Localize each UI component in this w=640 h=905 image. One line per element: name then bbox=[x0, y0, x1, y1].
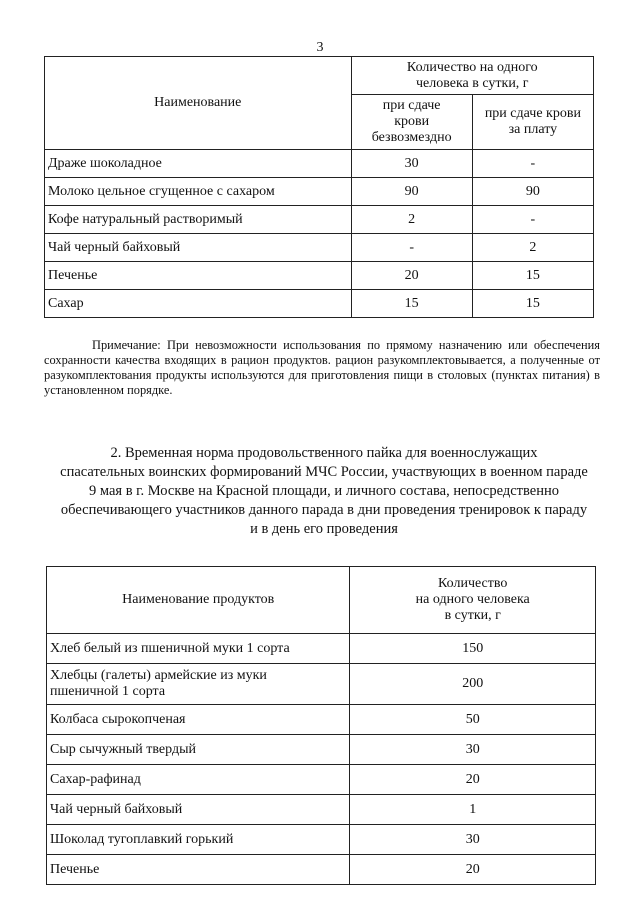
table-row bbox=[47, 735, 596, 765]
quantity-value: 50 bbox=[350, 705, 596, 735]
quantity-value: 30 bbox=[350, 825, 596, 855]
free-value: 30 bbox=[351, 150, 472, 178]
column-header-free-donation: при сдаче крови безвозмездно bbox=[351, 95, 472, 150]
product-name: Сахар bbox=[45, 290, 352, 318]
table-row bbox=[45, 206, 594, 234]
table-row bbox=[47, 855, 596, 885]
product-name: Шоколад тугоплавкий горький bbox=[47, 825, 350, 855]
free-value: 20 bbox=[351, 262, 472, 290]
table-row bbox=[45, 290, 594, 318]
product-name: Сыр сычужный твердый bbox=[47, 735, 350, 765]
product-name: Молоко цельное сгущенное с сахаром bbox=[45, 178, 352, 206]
blood-donor-ration-table bbox=[44, 56, 594, 318]
section-title: 2. Временная норма продовольственного пайка для военнослужащих спасательных воинских формирований МЧС России, участвующих в военном параде 9 мая в г. Москве на Красной площади, и личного состава, непосредственно обеспечивающего участников данного парада в дни проведения тренировок к параду и в день его проведения bbox=[60, 445, 588, 537]
paid-value: - bbox=[472, 150, 593, 178]
quantity-value: 30 bbox=[350, 735, 596, 765]
product-name: Печенье bbox=[45, 262, 352, 290]
table-row bbox=[47, 825, 596, 855]
column-header-name: Наименование bbox=[45, 57, 352, 150]
table-row bbox=[47, 634, 596, 664]
free-value: 2 bbox=[351, 206, 472, 234]
paid-value: - bbox=[472, 206, 593, 234]
table-row bbox=[45, 234, 594, 262]
paid-value: 2 bbox=[472, 234, 593, 262]
paid-value: 90 bbox=[472, 178, 593, 206]
table-row bbox=[45, 178, 594, 206]
quantity-value: 20 bbox=[350, 855, 596, 885]
product-name: Кофе натуральный растворимый bbox=[45, 206, 352, 234]
table-row bbox=[45, 262, 594, 290]
product-name: Хлеб белый из пшеничной муки 1 сорта bbox=[47, 634, 350, 664]
column-header-quantity: Количество на одного человека в сутки, г bbox=[350, 567, 596, 634]
product-name: Чай черный байховый bbox=[47, 795, 350, 825]
table-row bbox=[47, 664, 596, 705]
paid-value: 15 bbox=[472, 262, 593, 290]
footnote: Примечание: При невозможности использования по прямому назначению или обеспечения сохранности качества входящих в рацион продуктов. рацион разукомплектовывается, а полученные от разукомплектования продукты используются для приготовления пищи в столовых (пунктах питания) в установленном порядке. bbox=[44, 338, 600, 397]
page-number: 3 bbox=[316, 40, 324, 55]
column-header-quantity: Количество на одного человека в сутки, г bbox=[351, 57, 593, 95]
product-name: Колбаса сырокопченая bbox=[47, 705, 350, 735]
product-name: Печенье bbox=[47, 855, 350, 885]
quantity-value: 150 bbox=[350, 634, 596, 664]
product-name: Сахар-рафинад bbox=[47, 765, 350, 795]
free-value: 90 bbox=[351, 178, 472, 206]
table-row bbox=[47, 705, 596, 735]
paid-value: 15 bbox=[472, 290, 593, 318]
product-name: Хлебцы (галеты) армейские из муки пшеничной 1 сорта bbox=[47, 664, 350, 705]
product-name: Драже шоколадное bbox=[45, 150, 352, 178]
column-header-paid-donation: при сдаче крови за плату bbox=[472, 95, 593, 150]
product-name: Чай черный байховый bbox=[45, 234, 352, 262]
table-row bbox=[47, 795, 596, 825]
quantity-value: 1 bbox=[350, 795, 596, 825]
parade-ration-table bbox=[46, 566, 596, 885]
free-value: - bbox=[351, 234, 472, 262]
column-header-product: Наименование продуктов bbox=[47, 567, 350, 634]
table-row bbox=[47, 765, 596, 795]
quantity-value: 20 bbox=[350, 765, 596, 795]
table-row bbox=[45, 150, 594, 178]
free-value: 15 bbox=[351, 290, 472, 318]
quantity-value: 200 bbox=[350, 664, 596, 705]
